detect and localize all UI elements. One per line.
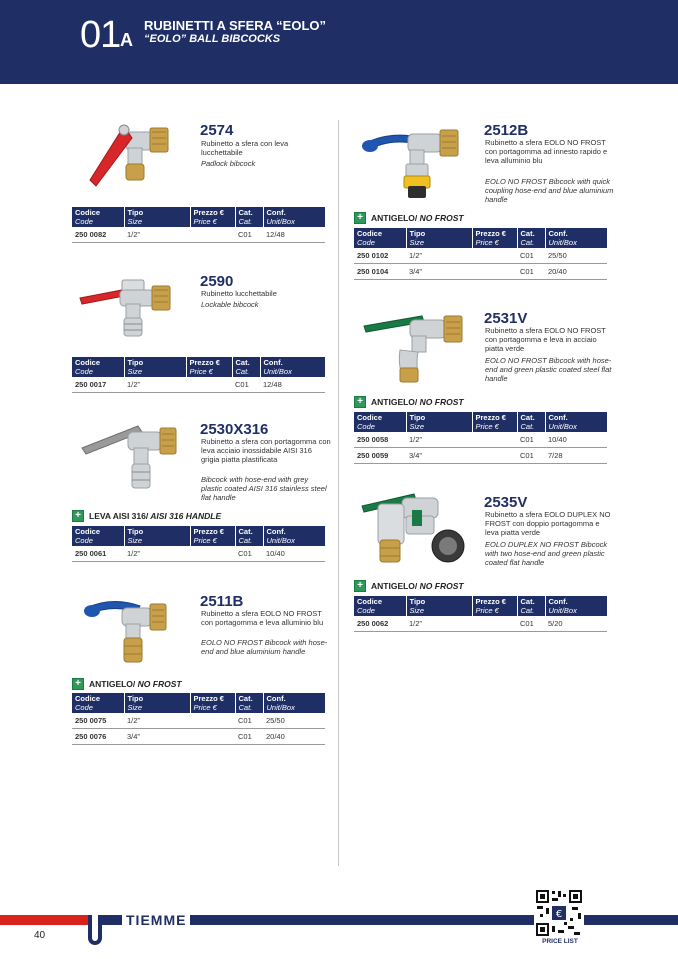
product-desc-en: Padlock bibcock <box>201 159 256 168</box>
table-label <box>406 412 472 432</box>
table-label: NO FROST <box>417 213 464 223</box>
table-label: Price € <box>475 606 499 615</box>
product-code: 2531V <box>484 310 528 327</box>
product-image-2535v <box>358 490 468 572</box>
table-label: ANTIGELO/ <box>371 397 418 407</box>
table-label: Code <box>75 367 93 376</box>
table-label <box>472 596 517 616</box>
product-desc-en: EOLO NO FROST Bibcock with hose-end and blue aluminium handle <box>201 638 328 656</box>
table-cell: 25/50 <box>263 713 325 729</box>
table-row <box>354 616 607 632</box>
table-header-row <box>354 228 607 248</box>
table-cell: 1/2” <box>124 377 186 393</box>
table-cell: 250 0082 <box>72 227 124 243</box>
table-label: Cat. <box>520 597 535 606</box>
table-label: Unit/Box <box>548 422 577 431</box>
table-cell <box>190 227 235 243</box>
plus-icon: + <box>354 212 366 224</box>
product-code: 2511B <box>200 593 244 610</box>
table-row <box>72 713 325 729</box>
table-label <box>354 412 406 432</box>
table-label: Conf. <box>266 208 286 217</box>
plus-icon: + <box>354 396 366 408</box>
table-label: Unit/Box <box>548 238 577 247</box>
table-cell: 1/2” <box>406 432 472 448</box>
table-row <box>354 248 607 264</box>
table-cell: 250 0104 <box>354 264 406 280</box>
table-label: Cat. <box>238 703 253 712</box>
table-cell: 1/2” <box>124 227 190 243</box>
table-label: Cat. <box>520 606 535 615</box>
table-label: Price € <box>193 703 217 712</box>
table-label <box>545 228 607 248</box>
table-cell: C01 <box>235 713 263 729</box>
table-cell: C01 <box>235 227 263 243</box>
table-cell: C01 <box>235 546 263 562</box>
table-cell: 1/2” <box>124 713 190 729</box>
section-title-it: RUBINETTI A SFERA “EOLO” <box>144 18 326 33</box>
spec-table-2574 <box>72 207 325 243</box>
table-label: Tipo <box>127 527 144 536</box>
table-label: ANTIGELO/ <box>371 213 418 223</box>
table-cell: 10/40 <box>263 546 325 562</box>
table-cell: 250 0059 <box>354 448 406 464</box>
table-cell: 12/48 <box>260 377 325 393</box>
table-label: Conf. <box>266 527 286 536</box>
table-label: ANTIGELO/ <box>89 679 136 689</box>
page-number: 40 <box>34 930 46 941</box>
product-desc-it: Rubinetto a sfera EOLO DUPLEX NO FROST con doppio portagomma e leva piatta verde <box>485 510 611 537</box>
table-label <box>72 207 124 227</box>
table-label <box>354 228 406 248</box>
spec-table-2512b <box>354 228 607 280</box>
table-cell: 250 0075 <box>72 713 124 729</box>
table-label <box>72 693 124 713</box>
plus-icon: + <box>72 510 84 522</box>
table-label <box>517 412 545 432</box>
table-row <box>72 729 325 745</box>
table-label: Tipo <box>409 597 426 606</box>
feature-tag <box>354 580 464 592</box>
product-desc-it: Rubinetto a sfera EOLO NO FROST con portagomma ad innesto rapido e leva alluminio blu <box>485 138 608 165</box>
table-label <box>124 526 190 546</box>
table-cell <box>472 432 517 448</box>
product-image-2511b <box>82 594 174 668</box>
product-desc-it: Rubinetto a sfera con portagomma con leva acciaio inossidabile AISI 316 grigia piatta plastificata <box>201 437 331 464</box>
spec-table-2535v <box>354 596 607 632</box>
table-label <box>406 228 472 248</box>
table-label: Codice <box>75 694 101 703</box>
product-code: 2512B <box>484 122 529 139</box>
product-code: 2535V <box>484 494 528 511</box>
table-row <box>354 448 607 464</box>
table-cell <box>472 248 517 264</box>
table-label <box>124 207 190 227</box>
table-label <box>124 357 186 377</box>
table-label <box>232 357 260 377</box>
product-desc-en: EOLO NO FROST Bibcock with hose-end and green plastic coated steel flat handle <box>485 356 612 383</box>
table-label: Cat. <box>235 367 250 376</box>
table-cell: C01 <box>517 448 545 464</box>
table-cell <box>190 713 235 729</box>
table-label: Code <box>75 703 93 712</box>
table-label: Codice <box>357 597 383 606</box>
table-label: Conf. <box>548 229 568 238</box>
table-cell: 12/48 <box>263 227 325 243</box>
table-label <box>260 357 325 377</box>
table-label <box>263 526 325 546</box>
product-desc-en: Bibcock with hose-end with grey plastic coated AISI 316 stainless steel flat handle <box>201 475 327 502</box>
table-label: Unit/Box <box>266 703 295 712</box>
table-label: Size <box>409 606 425 615</box>
table-label: Cat. <box>520 413 535 422</box>
table-label <box>235 693 263 713</box>
table-label: Size <box>127 536 143 545</box>
table-label <box>190 526 235 546</box>
table-label: Prezzo € <box>189 358 220 367</box>
table-label: Price € <box>193 217 217 226</box>
table-cell: 1/2” <box>124 546 190 562</box>
table-header-row <box>354 596 607 616</box>
table-label: Unit/Box <box>548 606 577 615</box>
table-row <box>72 546 325 562</box>
table-cell <box>472 264 517 280</box>
table-cell: 3/4” <box>406 264 472 280</box>
table-label: LEVA AISI 316/ <box>89 511 149 521</box>
table-label: Codice <box>75 358 101 367</box>
table-label <box>235 207 263 227</box>
table-label <box>190 693 235 713</box>
table-label: Tipo <box>409 229 426 238</box>
product-code: 2574 <box>200 122 234 139</box>
table-label: Code <box>75 217 93 226</box>
table-label <box>472 228 517 248</box>
product-desc-it: Rubinetto lucchettabile <box>201 289 277 298</box>
table-label: Cat. <box>520 229 535 238</box>
footer-hook <box>88 915 102 945</box>
table-cell: 10/40 <box>545 432 607 448</box>
feature-tag <box>72 510 221 522</box>
table-cell: 3/4” <box>406 448 472 464</box>
table-cell: 5/20 <box>545 616 607 632</box>
table-label: Prezzo € <box>193 694 224 703</box>
feature-tag <box>354 396 464 408</box>
spec-table-2531v <box>354 412 607 464</box>
spec-table-2530x316 <box>72 526 325 562</box>
table-label: Size <box>127 217 143 226</box>
table-cell: 250 0061 <box>72 546 124 562</box>
table-label: Price € <box>475 422 499 431</box>
table-cell: 1/2” <box>406 616 472 632</box>
spec-table-2511b <box>72 693 325 745</box>
table-label: Unit/Box <box>266 536 295 545</box>
table-row <box>354 432 607 448</box>
product-desc-it: Rubinetto a sfera EOLO NO FROST con portagomma e leva in acciaio piatta verde <box>485 326 606 353</box>
product-code: 2530X316 <box>200 421 269 438</box>
table-header-row <box>72 207 325 227</box>
table-cell: 20/40 <box>545 264 607 280</box>
table-cell: 250 0017 <box>72 377 124 393</box>
table-label <box>72 526 124 546</box>
table-label <box>235 526 263 546</box>
table-label: Cat. <box>520 238 535 247</box>
table-cell: C01 <box>517 432 545 448</box>
table-label: Size <box>409 422 425 431</box>
table-label: Prezzo € <box>475 597 506 606</box>
feature-tag <box>354 212 464 224</box>
spec-table-2590 <box>72 357 325 393</box>
table-label: Cat. <box>235 358 250 367</box>
table-label: Cat. <box>238 536 253 545</box>
table-label <box>517 228 545 248</box>
table-label: AISI 316 HANDLE <box>148 511 222 521</box>
column-divider <box>338 120 339 866</box>
product-code: 2590 <box>200 273 234 290</box>
table-label: Conf. <box>548 413 568 422</box>
table-label <box>186 357 232 377</box>
table-label <box>472 412 517 432</box>
svg-text:€: € <box>555 909 563 920</box>
table-label <box>124 693 190 713</box>
table-label: Tipo <box>127 358 144 367</box>
table-cell: C01 <box>232 377 260 393</box>
table-label: Code <box>357 606 375 615</box>
table-label: Codice <box>75 208 101 217</box>
table-cell: C01 <box>235 729 263 745</box>
plus-icon: + <box>72 678 84 690</box>
table-label: Conf. <box>263 358 283 367</box>
table-label: Prezzo € <box>475 413 506 422</box>
table-label: Price € <box>193 536 217 545</box>
table-label <box>354 596 406 616</box>
section-number: 01 <box>80 14 121 56</box>
table-label <box>545 412 607 432</box>
page-header <box>0 0 678 84</box>
table-row <box>354 264 607 280</box>
table-label: Price € <box>189 367 213 376</box>
product-desc-it: Rubinetto a sfera EOLO NO FROST con portagomma e leva alluminio blu <box>201 609 324 627</box>
table-cell <box>472 616 517 632</box>
product-image-2530x316 <box>78 418 182 498</box>
table-header-row <box>354 412 607 432</box>
table-label: Size <box>127 703 143 712</box>
table-cell: 250 0076 <box>72 729 124 745</box>
product-desc-en: Lockable bibcock <box>201 300 259 309</box>
table-cell: 250 0102 <box>354 248 406 264</box>
table-cell <box>472 448 517 464</box>
table-label: Codice <box>357 229 383 238</box>
table-label: Codice <box>75 527 101 536</box>
table-label <box>545 596 607 616</box>
table-cell: 1/2” <box>406 248 472 264</box>
table-label: Prezzo € <box>475 229 506 238</box>
table-label: Codice <box>357 413 383 422</box>
table-row <box>72 377 325 393</box>
table-label: Prezzo € <box>193 527 224 536</box>
table-cell: 7/28 <box>545 448 607 464</box>
table-cell: 20/40 <box>263 729 325 745</box>
table-label: Code <box>357 422 375 431</box>
table-label: Tipo <box>127 694 144 703</box>
table-label: Prezzo € <box>193 208 224 217</box>
table-cell: C01 <box>517 616 545 632</box>
table-label <box>406 596 472 616</box>
table-cell <box>190 546 235 562</box>
table-label: Cat. <box>238 217 253 226</box>
feature-tag <box>72 678 182 690</box>
table-header-row <box>72 526 325 546</box>
table-label: Conf. <box>266 694 286 703</box>
table-cell: C01 <box>517 264 545 280</box>
table-header-row <box>72 357 325 377</box>
table-cell: 25/50 <box>545 248 607 264</box>
table-label <box>263 207 325 227</box>
footer-accent <box>0 915 92 925</box>
product-image-2590 <box>76 272 184 342</box>
table-label: Code <box>75 536 93 545</box>
table-label: Cat. <box>238 527 253 536</box>
table-label: Cat. <box>238 208 253 217</box>
product-image-2512b <box>360 124 466 202</box>
table-label: Size <box>127 367 143 376</box>
table-label: NO FROST <box>417 581 464 591</box>
qr-label: PRICE LIST <box>542 938 578 945</box>
table-label: Tipo <box>409 413 426 422</box>
product-desc-en: EOLO DUPLEX NO FROST Bibcock with two hose-end and green plastic coated flat handle <box>485 540 608 567</box>
table-row <box>72 227 325 243</box>
table-cell <box>190 729 235 745</box>
table-label: Size <box>409 238 425 247</box>
table-label <box>190 207 235 227</box>
table-cell <box>186 377 232 393</box>
table-label: Unit/Box <box>263 367 292 376</box>
brand-logo: TIEMME <box>122 912 190 928</box>
qr-code-icon[interactable] <box>534 888 584 938</box>
table-label: NO FROST <box>417 397 464 407</box>
product-image-2574 <box>80 118 180 193</box>
product-desc-it: Rubinetto a sfera con leva lucchettabile <box>201 139 289 157</box>
table-label: Price € <box>475 238 499 247</box>
table-label: NO FROST <box>135 679 182 689</box>
section-title-en: “EOLO” BALL BIBCOCKS <box>144 33 281 45</box>
table-label: Conf. <box>548 597 568 606</box>
table-label: Cat. <box>520 422 535 431</box>
table-label <box>263 693 325 713</box>
product-desc-en: EOLO NO FROST Bibcock with quick coupling hose-end and blue aluminium handle <box>485 177 614 204</box>
table-cell: 250 0058 <box>354 432 406 448</box>
table-label: Tipo <box>127 208 144 217</box>
table-header-row <box>72 693 325 713</box>
table-label <box>517 596 545 616</box>
table-label: Cat. <box>238 694 253 703</box>
table-label: Unit/Box <box>266 217 295 226</box>
table-cell: 3/4” <box>124 729 190 745</box>
table-label: ANTIGELO/ <box>371 581 418 591</box>
plus-icon: + <box>354 580 366 592</box>
product-image-2531v <box>360 312 468 386</box>
table-label <box>72 357 124 377</box>
table-cell: C01 <box>517 248 545 264</box>
table-cell: 250 0062 <box>354 616 406 632</box>
table-label: Code <box>357 238 375 247</box>
section-letter: A <box>120 30 133 50</box>
